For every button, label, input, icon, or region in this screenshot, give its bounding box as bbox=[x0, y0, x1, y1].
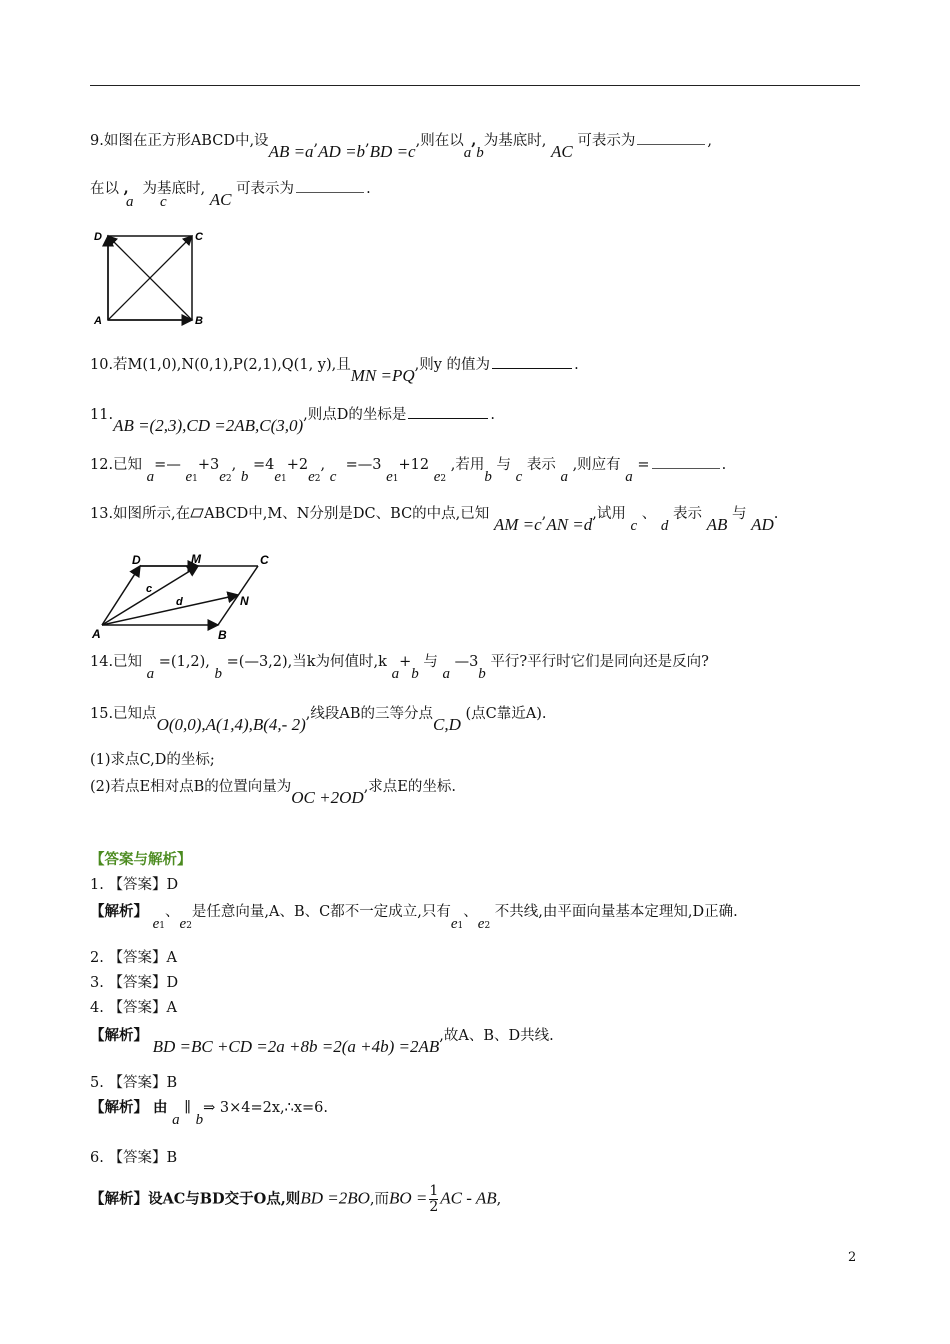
question-12: 12.已知 a=— $e_1+3e_2$, $b =4e_1+2e_2$, c =—3 $e_1+12$ $e_2$ ,若用b 与 c 表示 a ,则应有 a = . bbox=[90, 454, 726, 477]
answer-blank[interactable] bbox=[492, 354, 572, 369]
label-a: A bbox=[92, 627, 101, 641]
label-m: M bbox=[191, 552, 201, 566]
label-a: A bbox=[94, 315, 102, 326]
question-14: 14.已知 a =(1,2), b =(—3,2),当k为何值时,k a+b 与 a —3b 平行?平行时它们是同向还是反向? bbox=[90, 654, 709, 682]
explanation-5: 【解析】 由 a ∥ b⇒ 3×4=2x,∴x=6. bbox=[90, 1099, 329, 1128]
question-11: 11.AB =(2,3),CD =2AB,C(3,0),则点D的坐标是 . bbox=[90, 404, 495, 425]
label-d-vector: d bbox=[176, 596, 183, 608]
square-abcd-figure bbox=[92, 226, 212, 326]
answer-blank[interactable] bbox=[652, 454, 720, 469]
question-15: 15.已知点O(0,0),A(1,4),B(4,- 2),线段AB的三等分点C,D (点C靠近A). bbox=[90, 706, 547, 734]
answer-blank[interactable] bbox=[296, 178, 364, 193]
question-9-line-1: 9.如图在正方形ABCD中,设AB =a,AD =b,BD =c,则在以a,b为基底时, AC 可表示为 , bbox=[90, 132, 712, 161]
label-b: B bbox=[218, 628, 227, 642]
answer-2: 2. 【答案】A bbox=[90, 950, 177, 966]
label-b: B bbox=[195, 315, 203, 326]
vector-an bbox=[102, 595, 238, 625]
side-ad bbox=[102, 566, 140, 625]
answer-6: 6. 【答案】B bbox=[90, 1150, 178, 1166]
label-d: D bbox=[132, 553, 141, 567]
question-15-part-1: (1)求点C,D的坐标; bbox=[90, 752, 215, 768]
answer-4: 4. 【答案】A bbox=[90, 1000, 177, 1016]
answers-header: 【答案与解析】 bbox=[90, 851, 192, 868]
label-c-vector: c bbox=[146, 583, 153, 595]
parallelogram-icon bbox=[190, 508, 204, 518]
header-rule bbox=[90, 85, 860, 86]
label-n: N bbox=[240, 594, 249, 608]
vector-am bbox=[102, 566, 198, 625]
answer-1: 1. 【答案】D bbox=[90, 877, 179, 893]
question-13: 13.如图所示,在 ABCD中,M、N分别是DC、BC的中点,已知 AM =c,AN =d,试用 c 、 d 表示 AB 与 AD. bbox=[90, 506, 779, 534]
answer-blank[interactable] bbox=[408, 404, 488, 419]
explanation-4: 【解析】 BD =BC +CD =2a +8b =2(a +4b) =2AB,故A、B、D共线. bbox=[90, 1027, 554, 1056]
question-10: 10.若M(1,0),N(0,1),P(2,1),Q(1, y),且MN =PQ,则y 的值为 . bbox=[90, 354, 579, 375]
label-c: C bbox=[195, 231, 203, 243]
label-c: C bbox=[260, 553, 269, 567]
page-number: 2 bbox=[848, 1250, 857, 1265]
explanation-1: 【解析】 $e_1$、$e_2$是任意向量,A、B、C都不一定成立,只有$e_1$、$e_2$ 不共线,由平面向量基本定理知,D正确. bbox=[90, 903, 738, 932]
parallelogram-abcd-figure bbox=[88, 550, 288, 642]
answer-blank[interactable] bbox=[637, 130, 705, 145]
label-d: D bbox=[94, 231, 102, 243]
question-9-line-2: 在以 , 为基底时, AC 可表示为 . a c bbox=[90, 180, 371, 210]
answer-5: 5. 【答案】B bbox=[90, 1075, 178, 1091]
explanation-6: 【解析】设AC与BD交于O点,则BD =2BO,而BO = $\frac{1}{2}$ AC - AB, bbox=[90, 1183, 502, 1215]
answer-3: 3. 【答案】D bbox=[90, 975, 179, 991]
question-15-part-2: (2)若点E相对点B的位置向量为OC +2OD,求点E的坐标. bbox=[90, 779, 456, 807]
